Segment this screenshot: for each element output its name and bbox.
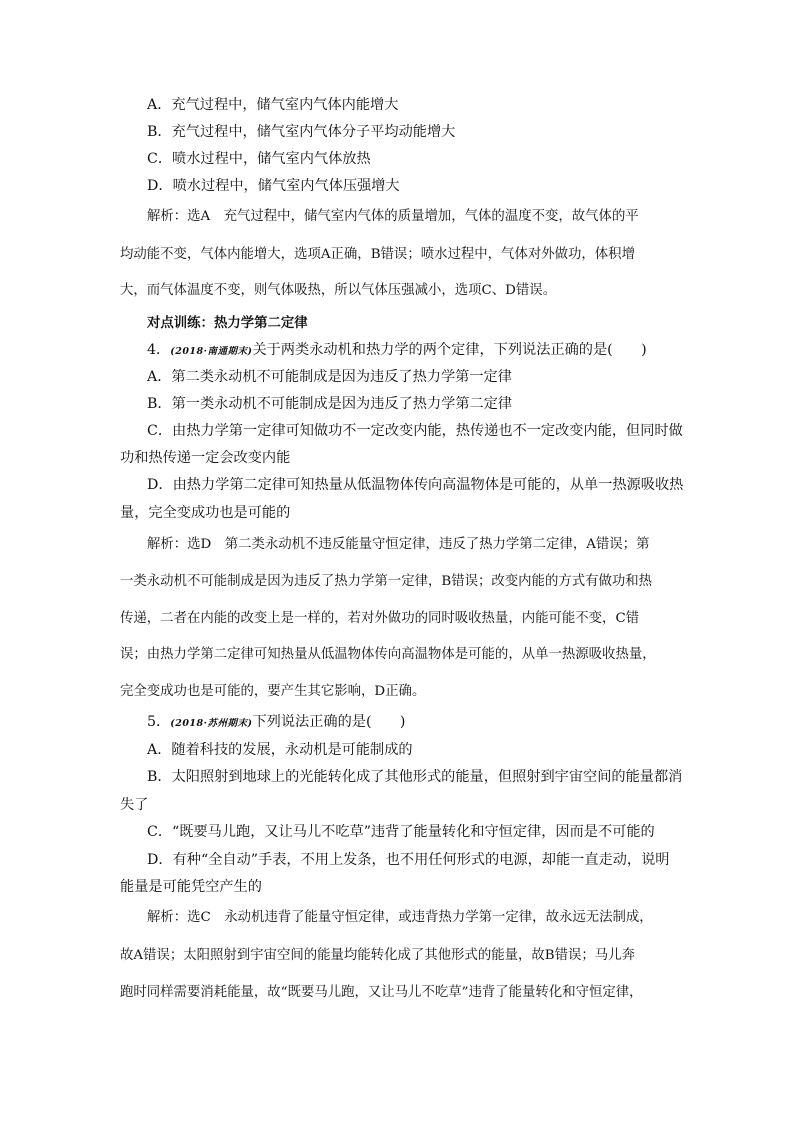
q4-option-c-cont: 功和热传递一定会改变内能 <box>120 450 291 466</box>
q4-number: 4． <box>147 342 171 358</box>
q5-source: (2018·苏州期末) <box>170 718 253 729</box>
q5-option-c: C．“既要马儿跑，又让马儿不吃草”违背了能量转化和守恒定律，因而是不可能的 <box>147 824 655 840</box>
q4-analysis-line: 一类永动机不可能制成是因为违反了热力学第一定律，B错误；改变内能的方式有做功和热 <box>120 574 653 589</box>
q4-source: (2018·南通期末) <box>170 346 253 357</box>
q4-option-a: A．第二类永动机不可能制成是因为违反了热力学第一定律 <box>147 369 512 385</box>
q4-option-d: D．由热力学第二定律可知热量从低温物体传向高温物体是可能的，从单一热源吸收热 <box>147 477 684 493</box>
q3-option-a: A．充气过程中，储气室内气体内能增大 <box>147 97 399 113</box>
q3-analysis-line: 大，而气体温度不变，则气体吸热，所以气体压强减小，选项C、D错误。 <box>120 283 557 298</box>
q5-analysis-line: 故A错误；太阳照射到宇宙空间的能量均能转化成了其他形式的能量，故B错误；马儿奔 <box>120 948 635 963</box>
q3-analysis-line: 均动能不变，气体内能增大，选项A正确，B错误；喷水过程中，气体对外做功，体积增 <box>120 247 635 262</box>
q5-stem-text: 下列说法正确的是( ) <box>252 714 406 730</box>
q5-option-d-cont: 能量是可能凭空产生的 <box>120 879 262 895</box>
q5-analysis-line: 跑时同样需要消耗能量，故“既要马儿跑，又让马儿不吃草”违背了能量转化和守恒定律， <box>120 985 643 1000</box>
q3-analysis-line: 解析：选A 充气过程中，储气室内气体的质量增加，气体的温度不变，故气体的平 <box>147 209 639 224</box>
q4-option-b: B．第一类永动机不可能制成是因为违反了热力学第二定律 <box>147 396 513 412</box>
q4-analysis-line: 误；由热力学第二定律可知热量从低温物体传向高温物体是可能的，从单一热源吸收热量， <box>120 647 656 662</box>
section-title: 对点训练：热力学第二定律 <box>147 315 308 331</box>
q5-option-a: A．随着科技的发展，永动机是可能制成的 <box>147 742 413 758</box>
q4-stem <box>147 340 680 362</box>
q4-analysis-line: 完全变成功也是可能的，要产生其它影响，D正确。 <box>120 684 426 699</box>
q5-number: 5． <box>147 714 171 730</box>
q5-analysis-line: 解析：选C 永动机违背了能量守恒定律，或违背热力学第一定律，故永远无法制成， <box>147 910 653 925</box>
q5-stem <box>147 712 680 734</box>
q4-option-c: C．由热力学第一定律可知做功不一定改变内能，热传递也不一定改变内能，但同时做 <box>147 423 683 439</box>
q4-stem-text: 关于两类永动机和热力学的两个定律，下列说法正确的是( ) <box>252 342 647 358</box>
q3-option-b: B．充气过程中，储气室内气体分子平均动能增大 <box>147 124 456 140</box>
q5-option-b-cont: 失了 <box>120 797 149 813</box>
q4-analysis-line: 解析：选D 第二类永动机不违反能量守恒定律，违反了热力学第二定律，A错误；第 <box>147 537 650 552</box>
q3-option-d: D．喷水过程中，储气室内气体压强增大 <box>147 178 400 194</box>
q3-option-c: C．喷水过程中，储气室内气体放热 <box>147 151 371 167</box>
q4-option-d-cont: 量，完全变成功也是可能的 <box>120 505 291 521</box>
q5-option-b: B．太阳照射到地球上的光能转化成了其他形式的能量，但照射到宇宙空间的能量都消 <box>147 769 683 785</box>
q5-option-d: D．有种“全自动”手表，不用上发条，也不用任何形式的电源，却能一直走动，说明 <box>147 852 670 868</box>
q4-analysis-line: 传递，二者在内能的改变上是一样的，若对外做功的同时吸收热量，内能可能不变，C错 <box>120 611 640 626</box>
